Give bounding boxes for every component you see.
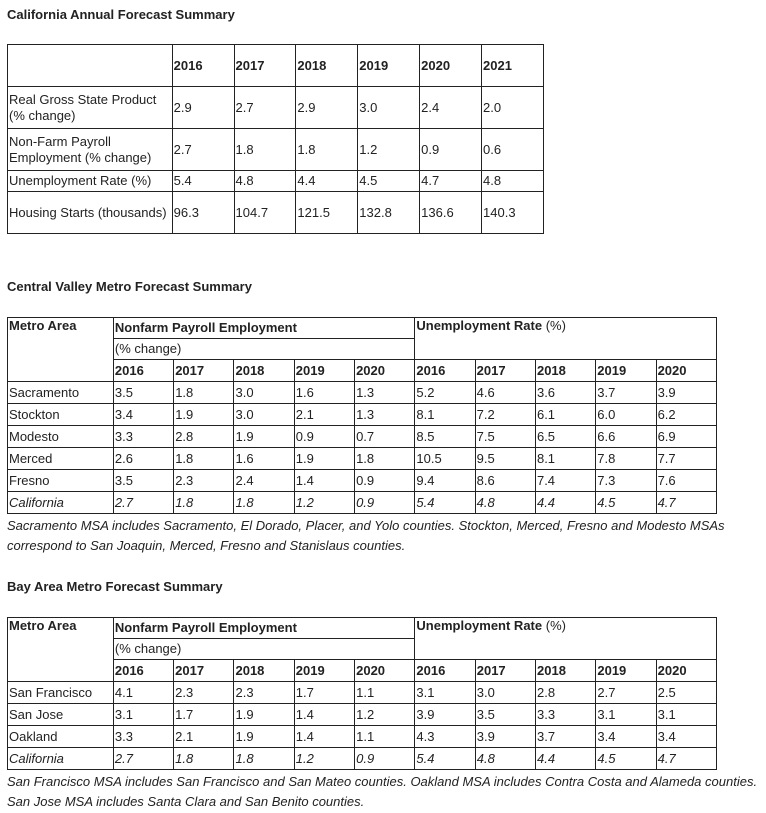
table-header-row <box>8 45 544 87</box>
table-cell: 104.7 <box>234 192 296 234</box>
table-cell: 10.5 <box>415 448 475 470</box>
table-cell: 1.8 <box>234 492 294 514</box>
table-cell: 6.0 <box>596 404 656 426</box>
table-cell: 7.6 <box>656 470 716 492</box>
year-header: 2018 <box>296 45 358 87</box>
table-cell: 5.4 <box>415 748 475 770</box>
table-cell: 1.9 <box>234 726 294 748</box>
table-cell: 1.2 <box>294 748 354 770</box>
table-cell: 1.9 <box>234 704 294 726</box>
table-cell: 1.9 <box>174 404 234 426</box>
cv-note: Sacramento MSA includes Sacramento, El Dorado, Placer, and Yolo counties. Stockton, Merced, Fresno and Modesto MSAs correspond to San Joaquin, Merced, Fresno and Stanislaus counties. <box>7 518 725 553</box>
table-cell: 7.4 <box>535 470 595 492</box>
row-label: Non-Farm Payroll Employment (% change) <box>8 129 173 171</box>
table-cell: 4.7 <box>420 171 482 192</box>
table-cell: 2.9 <box>296 87 358 129</box>
table-cell: 2.0 <box>482 87 544 129</box>
table-cell: 4.8 <box>475 492 535 514</box>
table-cell: 0.9 <box>355 470 415 492</box>
table-cell: 2.1 <box>174 726 234 748</box>
table-cell: 1.8 <box>355 448 415 470</box>
metro-label: California <box>8 748 114 770</box>
table-cell: 0.9 <box>420 129 482 171</box>
table-cell: 3.1 <box>656 704 716 726</box>
corner-cell <box>8 45 173 87</box>
table-cell: 2.7 <box>113 748 173 770</box>
table-cell: 2.8 <box>174 426 234 448</box>
row-label: Housing Starts (thousands) <box>8 192 173 234</box>
table-cell: 1.7 <box>294 682 354 704</box>
unemployment-header-label: Unemployment Rate <box>416 618 543 633</box>
table-cell: 2.9 <box>172 87 234 129</box>
table-cell: 3.0 <box>234 404 294 426</box>
table-cell: 4.7 <box>656 748 716 770</box>
table-cell: 7.5 <box>475 426 535 448</box>
year-header: 2016 <box>113 660 173 682</box>
table-cell: 2.7 <box>234 87 296 129</box>
table-cell: 8.1 <box>415 404 475 426</box>
unemployment-unit: (%) <box>545 618 566 633</box>
cv-table <box>7 317 717 514</box>
table-row <box>8 192 544 234</box>
year-header: 2016 <box>172 45 234 87</box>
table-cell: 3.5 <box>113 382 173 404</box>
table-cell: 0.9 <box>355 492 415 514</box>
table-cell: 1.8 <box>174 448 234 470</box>
table-cell: 132.8 <box>358 192 420 234</box>
table-cell: 6.5 <box>535 426 595 448</box>
metro-label: San Francisco <box>8 682 114 704</box>
table-cell: 6.2 <box>656 404 716 426</box>
table-cell: 1.8 <box>174 382 234 404</box>
table-cell: 4.4 <box>536 748 596 770</box>
table-cell: 0.7 <box>355 426 415 448</box>
year-header: 2017 <box>475 360 535 382</box>
year-header: 2017 <box>174 360 234 382</box>
table-cell: 3.5 <box>475 704 535 726</box>
table-cell: 5.4 <box>172 171 234 192</box>
table-cell: 3.4 <box>113 404 173 426</box>
year-header: 2020 <box>656 360 716 382</box>
table-row <box>8 87 544 129</box>
table-cell: 4.5 <box>596 748 656 770</box>
metro-area-header: Metro Area <box>8 318 114 382</box>
metro-area-header: Metro Area <box>8 618 114 682</box>
table-cell: 2.1 <box>294 404 354 426</box>
table-cell: 1.2 <box>294 492 354 514</box>
table-cell: 2.4 <box>234 470 294 492</box>
table-cell: 3.7 <box>536 726 596 748</box>
table-cell: 4.3 <box>415 726 475 748</box>
metro-label: Merced <box>8 448 114 470</box>
table-cell: 7.8 <box>596 448 656 470</box>
table-cell: 2.8 <box>536 682 596 704</box>
table-cell: 1.7 <box>174 704 234 726</box>
year-header: 2018 <box>234 360 294 382</box>
table-cell: 6.1 <box>535 404 595 426</box>
table-cell: 4.7 <box>656 492 716 514</box>
table-cell: 1.8 <box>174 748 234 770</box>
table-cell: 4.5 <box>596 492 656 514</box>
table-cell: 2.7 <box>172 129 234 171</box>
table-cell: 5.4 <box>415 492 475 514</box>
table-cell: 3.0 <box>358 87 420 129</box>
table-cell: 3.5 <box>113 470 173 492</box>
year-header: 2019 <box>596 660 656 682</box>
table-cell: 8.1 <box>535 448 595 470</box>
table-header-row <box>8 318 717 339</box>
table-cell: 3.3 <box>536 704 596 726</box>
year-header: 2020 <box>656 660 716 682</box>
table-row <box>8 704 717 726</box>
table-cell: 3.9 <box>415 704 475 726</box>
table-cell: 1.2 <box>358 129 420 171</box>
year-header: 2019 <box>358 45 420 87</box>
table-cell: 1.1 <box>355 726 415 748</box>
table-cell: 3.4 <box>656 726 716 748</box>
table-cell: 140.3 <box>482 192 544 234</box>
row-label: Unemployment Rate (%) <box>8 171 173 192</box>
ba-note: San Francisco MSA includes San Francisco and San Mateo counties. Oakland MSA includes Contra Costa and Alameda counties. San Jose MSA includes Santa Clara and San Benito counties. <box>7 774 758 809</box>
table-cell: 1.4 <box>294 704 354 726</box>
cv-title: Central Valley Metro Forecast Summary <box>7 279 252 294</box>
metro-label: Modesto <box>8 426 114 448</box>
table-cell: 1.8 <box>174 492 234 514</box>
table-cell: 3.1 <box>415 682 475 704</box>
nonfarm-subheader: (% change) <box>113 339 414 360</box>
table-cell: 6.9 <box>656 426 716 448</box>
table-cell: 2.7 <box>113 492 173 514</box>
ba-title: Bay Area Metro Forecast Summary <box>7 579 223 594</box>
ca-table <box>7 44 544 234</box>
table-cell: 3.7 <box>596 382 656 404</box>
table-cell: 0.9 <box>294 426 354 448</box>
table-cell: 121.5 <box>296 192 358 234</box>
table-cell: 3.0 <box>234 382 294 404</box>
table-row <box>8 404 717 426</box>
ca-title: California Annual Forecast Summary <box>7 7 235 22</box>
table-cell: 2.7 <box>596 682 656 704</box>
table-cell: 4.5 <box>358 171 420 192</box>
table-cell: 1.8 <box>234 748 294 770</box>
table-cell: 5.2 <box>415 382 475 404</box>
table-cell: 2.4 <box>420 87 482 129</box>
metro-label: Stockton <box>8 404 114 426</box>
metro-label: San Jose <box>8 704 114 726</box>
table-cell: 8.6 <box>475 470 535 492</box>
year-header-row <box>8 660 717 682</box>
year-header: 2019 <box>596 360 656 382</box>
nonfarm-header: Nonfarm Payroll Employment <box>113 618 415 639</box>
table-cell: 1.6 <box>294 382 354 404</box>
year-header: 2017 <box>475 660 535 682</box>
year-header: 2017 <box>234 45 296 87</box>
year-header: 2018 <box>535 360 595 382</box>
table-cell: 1.3 <box>355 404 415 426</box>
table-cell: 1.4 <box>294 726 354 748</box>
year-header: 2021 <box>482 45 544 87</box>
table-row <box>8 382 717 404</box>
table-row <box>8 426 717 448</box>
table-cell: 1.8 <box>234 129 296 171</box>
table-row <box>8 682 717 704</box>
table-cell: 1.9 <box>294 448 354 470</box>
table-cell: 4.8 <box>475 748 535 770</box>
table-row <box>8 171 544 192</box>
table-cell: 1.2 <box>355 704 415 726</box>
unemployment-header <box>415 618 717 660</box>
table-cell: 6.6 <box>596 426 656 448</box>
table-cell: 0.9 <box>355 748 415 770</box>
table-cell: 3.9 <box>656 382 716 404</box>
table-cell: 96.3 <box>172 192 234 234</box>
year-header: 2020 <box>355 360 415 382</box>
table-cell: 1.1 <box>355 682 415 704</box>
metro-label: Sacramento <box>8 382 114 404</box>
table-cell: 3.4 <box>596 726 656 748</box>
table-cell: 8.5 <box>415 426 475 448</box>
table-row <box>8 748 717 770</box>
metro-label: California <box>8 492 114 514</box>
table-cell: 1.9 <box>234 426 294 448</box>
year-header: 2016 <box>415 660 475 682</box>
table-row <box>8 492 717 514</box>
year-header: 2017 <box>174 660 234 682</box>
year-header: 2018 <box>234 660 294 682</box>
year-header: 2020 <box>355 660 415 682</box>
table-cell: 2.5 <box>656 682 716 704</box>
table-cell: 2.3 <box>174 470 234 492</box>
metro-label: Oakland <box>8 726 114 748</box>
table-header-row <box>8 618 717 639</box>
table-cell: 4.6 <box>475 382 535 404</box>
table-cell: 3.0 <box>475 682 535 704</box>
nonfarm-header: Nonfarm Payroll Employment <box>113 318 414 339</box>
table-cell: 2.6 <box>113 448 173 470</box>
table-row <box>8 448 717 470</box>
table-cell: 7.2 <box>475 404 535 426</box>
metro-label: Fresno <box>8 470 114 492</box>
ba-table <box>7 617 717 770</box>
table-row <box>8 129 544 171</box>
table-cell: 1.4 <box>294 470 354 492</box>
table-row <box>8 726 717 748</box>
nonfarm-subheader: (% change) <box>113 639 415 660</box>
table-cell: 3.6 <box>535 382 595 404</box>
table-row <box>8 470 717 492</box>
unemployment-header <box>415 318 717 360</box>
year-header: 2020 <box>420 45 482 87</box>
year-header: 2016 <box>113 360 173 382</box>
table-cell: 3.1 <box>596 704 656 726</box>
year-header: 2016 <box>415 360 475 382</box>
table-cell: 3.3 <box>113 726 173 748</box>
table-cell: 4.4 <box>535 492 595 514</box>
table-cell: 9.5 <box>475 448 535 470</box>
table-cell: 4.8 <box>234 171 296 192</box>
table-cell: 4.4 <box>296 171 358 192</box>
year-header-row <box>8 360 717 382</box>
unemployment-header-label: Unemployment Rate <box>416 318 543 333</box>
table-cell: 7.7 <box>656 448 716 470</box>
year-header: 2019 <box>294 660 354 682</box>
table-cell: 2.3 <box>174 682 234 704</box>
table-cell: 2.3 <box>234 682 294 704</box>
table-cell: 7.3 <box>596 470 656 492</box>
table-cell: 1.3 <box>355 382 415 404</box>
unemployment-unit: (%) <box>545 318 566 333</box>
table-cell: 3.3 <box>113 426 173 448</box>
year-header: 2018 <box>536 660 596 682</box>
table-cell: 3.9 <box>475 726 535 748</box>
table-cell: 4.1 <box>113 682 173 704</box>
table-cell: 1.6 <box>234 448 294 470</box>
table-cell: 1.8 <box>296 129 358 171</box>
year-header: 2019 <box>294 360 354 382</box>
table-cell: 3.1 <box>113 704 173 726</box>
table-cell: 9.4 <box>415 470 475 492</box>
table-cell: 136.6 <box>420 192 482 234</box>
row-label: Real Gross State Product (% change) <box>8 87 173 129</box>
table-cell: 0.6 <box>482 129 544 171</box>
table-cell: 4.8 <box>482 171 544 192</box>
